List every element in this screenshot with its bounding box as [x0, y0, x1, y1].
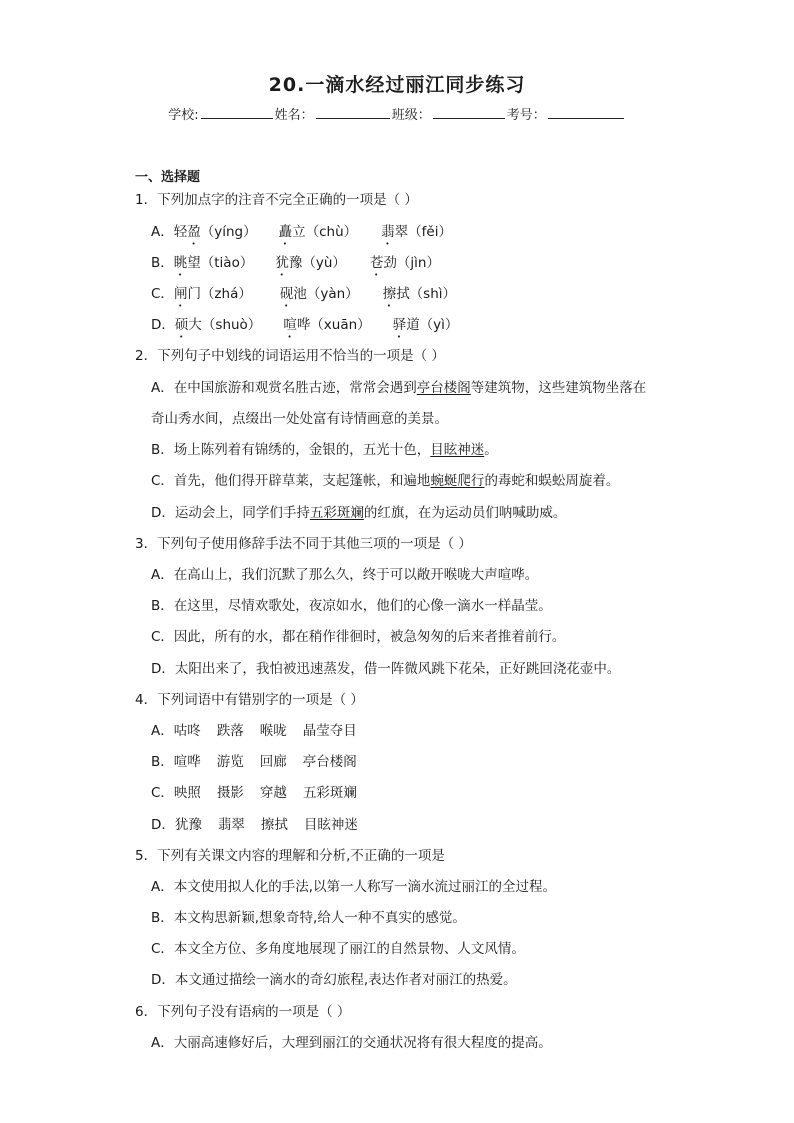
word: 目眩神迷 [303, 817, 358, 833]
option-text: 等建筑物，这些建筑物坐落在 [470, 380, 647, 396]
option-text: B．场上陈列着有锦绣的，金银的，五光十色， [151, 442, 431, 458]
option-text: 豫（yù） [288, 255, 346, 271]
dotted-char: 驿 [392, 317, 407, 333]
word: 穿越 [259, 785, 287, 801]
question-4-option-c[interactable] [151, 784, 357, 802]
question-4-stem: 4．下列词语中有错别字的一项是（ ） [135, 692, 364, 708]
option-text: 望（tiào） [187, 255, 254, 271]
question-1-option-d[interactable] [151, 316, 458, 341]
option-text: D． [151, 317, 175, 333]
name-blank[interactable] [316, 105, 390, 119]
option-text: A．轻 [151, 224, 188, 240]
school-blank[interactable] [201, 105, 273, 119]
question-2-option-d[interactable] [151, 504, 566, 522]
question-5-option-c[interactable]: C．本文全方位、多角度地展现了丽江的自然景物、人文风情。 [151, 941, 525, 957]
question-4-option-d[interactable] [151, 816, 358, 834]
option-text: 哗（xuān） [296, 317, 371, 333]
word: 翡翠 [217, 817, 245, 833]
class-label: 班级： [391, 108, 431, 123]
exam-no-blank[interactable] [548, 105, 624, 119]
dotted-char: 砚 [279, 286, 294, 302]
dotted-char: 闸 [173, 286, 188, 302]
school-label: 学校: [168, 108, 199, 123]
word: 五彩斑斓 [302, 785, 357, 801]
exam-no-label: 考号： [506, 108, 546, 123]
option-text: A．在中国旅游和观赏名胜古迹，常常会遇到 [151, 380, 417, 396]
word: 跌落 [216, 723, 244, 739]
student-info-line [0, 104, 794, 123]
word: 回廊 [259, 754, 287, 770]
underlined-phrase: 亭台楼阁 [416, 380, 471, 396]
class-blank[interactable] [433, 105, 505, 119]
question-3-option-c[interactable]: C．因此，所有的水，都在稍作徘徊时，被急匆匆的后来者推着前行。 [151, 629, 566, 645]
word: D．犹豫 [151, 817, 202, 833]
name-label: 姓名： [274, 108, 314, 123]
dotted-char: 盈 [187, 224, 201, 240]
question-6-stem: 6．下列句子没有语病的一项是（ ） [135, 1004, 351, 1020]
question-2-option-b[interactable] [151, 441, 498, 459]
word: 游览 [216, 754, 244, 770]
option-text: 立（chù） [292, 224, 358, 240]
question-5-option-b[interactable]: B．本文构思新颖,想象奇特,给人一种不真实的感觉。 [151, 910, 466, 926]
question-5-option-a[interactable]: A．本文使用拟人化的手法,以第一人称写一滴水流过丽江的全过程。 [151, 879, 557, 895]
dotted-char: 硕 [174, 317, 189, 333]
dotted-char: 眺 [173, 255, 188, 271]
option-text: 道（yì） [406, 317, 459, 333]
word: A．咕咚 [151, 723, 201, 739]
option-text: 门（zhá） [187, 286, 252, 302]
word: 摄影 [216, 785, 244, 801]
option-text: C． [151, 286, 174, 302]
question-2-option-a[interactable] [151, 379, 646, 397]
word: 擦拭 [260, 817, 288, 833]
dotted-char: 擦 [382, 286, 397, 302]
page-title: 20.一滴水经过丽江同步练习 [268, 74, 526, 96]
word: 亭台楼阁 [302, 754, 357, 770]
question-1-stem: 1．下列加点字的注音不完全正确的一项是（ ） [135, 192, 418, 208]
word: 晶莹夺目 [302, 723, 357, 739]
question-3-stem: 3．下列句子使用修辞手法不同于其他三项的一项是（ ） [135, 536, 472, 552]
question-6-option-a[interactable]: A．大丽高速修好后，大理到丽江的交通状况将有很大程度的提高。 [151, 1035, 552, 1051]
dotted-char: 矗 [278, 224, 293, 240]
question-1-option-a[interactable] [151, 223, 452, 248]
question-5-option-d[interactable]: D．本文通过描绘一滴水的奇幻旅程,表达作者对丽江的热爱。 [151, 972, 517, 988]
option-text: 的红旗，在为运动员们呐喊助威。 [363, 505, 567, 521]
question-1-option-c[interactable] [151, 285, 456, 310]
question-3-option-d[interactable]: D．太阳出来了，我怕被迅速蒸发，借一阵微风跳下花朵，正好跳回浇花壶中。 [151, 661, 621, 677]
underlined-phrase: 目眩神迷 [430, 442, 485, 458]
question-1-option-b[interactable] [151, 254, 440, 279]
option-text: D．运动会上，同学们手持 [151, 505, 310, 521]
underlined-phrase: 五彩斑斓 [309, 505, 364, 521]
option-text: 。 [484, 442, 498, 458]
question-2-stem: 2．下列句子中划线的词语运用不恰当的一项是（ ） [135, 348, 445, 364]
question-5-stem: 5．下列有关课文内容的理解和分析,不正确的一项是 [135, 848, 445, 864]
underlined-phrase: 蜿蜒爬行 [430, 473, 485, 489]
dotted-char: 喧 [283, 317, 297, 333]
word: 喉咙 [259, 723, 287, 739]
option-text: 拭（shì） [396, 286, 457, 302]
question-2-option-c[interactable] [151, 472, 619, 490]
word: B．喧哗 [151, 754, 201, 770]
question-4-option-b[interactable] [151, 753, 357, 771]
option-text: 劲（jìn） [383, 255, 440, 271]
question-3-option-a[interactable]: A．在高山上，我们沉默了那么久，终于可以敞开喉咙大声喧哗。 [151, 567, 539, 583]
option-text: 的毒蛇和蜈蚣周旋着。 [484, 473, 620, 489]
dotted-char: 苍 [369, 255, 384, 271]
dotted-char: 翡 [381, 224, 395, 240]
option-text: （yíng） [200, 224, 257, 240]
question-3-option-b[interactable]: B．在这里，尽情欢歌处，夜凉如水，他们的心像一滴水一样晶莹。 [151, 598, 552, 614]
section-title: 一、选择题 [135, 170, 201, 185]
option-text: B． [151, 255, 174, 271]
option-text: C．首先，他们得开辟草莱，支起篷帐，和遍地 [151, 473, 431, 489]
question-2-option-a-cont: 奇山秀水间，点缀出一处处富有诗情画意的美景。 [151, 411, 448, 427]
dotted-char: 犹 [275, 255, 289, 271]
option-text: 大（shuò） [188, 317, 262, 333]
option-text: 池（yàn） [293, 286, 359, 302]
option-text: 翠（fěi） [394, 224, 452, 240]
question-4-option-a[interactable] [151, 722, 357, 740]
word: C．映照 [151, 785, 201, 801]
